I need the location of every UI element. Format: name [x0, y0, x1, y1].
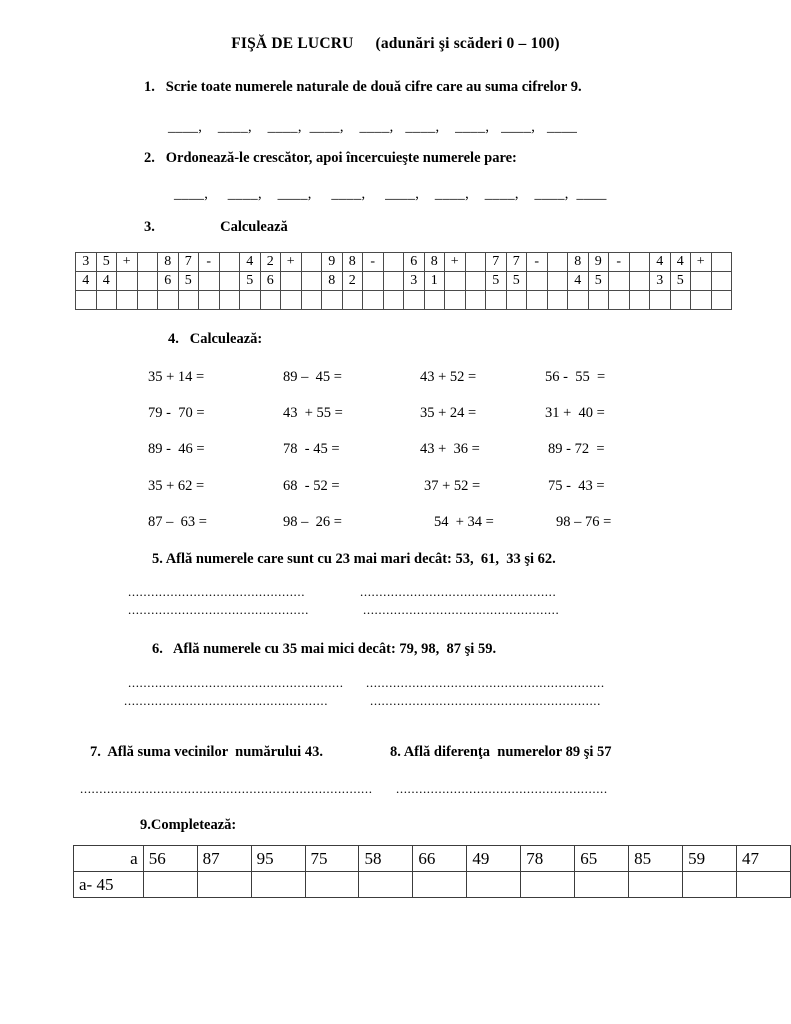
- fill-table-row-label: a- 45: [74, 872, 144, 898]
- calc-grid-cell: 5: [588, 272, 609, 291]
- calc-grid-cell: -: [527, 253, 548, 272]
- calc-grid-cell: 3: [650, 272, 671, 291]
- calc-grid-cell: [137, 272, 158, 291]
- calc-grid-cell: [691, 272, 712, 291]
- calc-grid-cell: 5: [506, 272, 527, 291]
- task-1-answer-blanks[interactable]: ____, ____, ____, ____, ____, ____, ____, ____, ____: [168, 119, 578, 135]
- fill-table-header-label: a: [74, 846, 144, 872]
- task-6-answer-line-2-left[interactable]: .....................................................: [124, 694, 329, 707]
- calc-grid-cell[interactable]: [219, 291, 240, 310]
- fill-table-answer-cell[interactable]: [413, 872, 467, 898]
- fill-table-header-row: [74, 846, 791, 872]
- equation-1-3[interactable]: 43 + 52 =: [420, 369, 477, 385]
- calc-grid-cell: 3: [76, 253, 97, 272]
- calc-grid-cell[interactable]: [281, 291, 302, 310]
- calc-grid-cell: 5: [486, 272, 507, 291]
- calc-grid-cell[interactable]: [711, 291, 732, 310]
- column-operations-grid: [75, 252, 732, 310]
- calc-grid-cell: 6: [260, 272, 281, 291]
- task-2-answer-blanks[interactable]: ____, ____, ____, ____, ____, ____, ____, ____, ____: [174, 186, 607, 202]
- calc-grid-cell: [629, 253, 650, 272]
- equation-2-3[interactable]: 35 + 24 =: [420, 405, 477, 421]
- calc-grid-cell[interactable]: [137, 291, 158, 310]
- fill-table-value-cell: 65: [575, 846, 629, 872]
- calc-grid-cell: 8: [322, 272, 343, 291]
- equation-2-4[interactable]: 31 + 40 =: [545, 405, 605, 421]
- calc-grid-cell: [117, 272, 138, 291]
- calc-grid-cell[interactable]: [199, 291, 220, 310]
- task-3-heading: 3. Calculează: [144, 219, 288, 235]
- fill-table-value-cell: 95: [251, 846, 305, 872]
- fill-table-answer-cell[interactable]: [467, 872, 521, 898]
- fill-table-value-cell: 58: [359, 846, 413, 872]
- fill-table-answer-cell[interactable]: [197, 872, 251, 898]
- calc-grid-cell: 8: [424, 253, 445, 272]
- fill-table-answer-cell[interactable]: [251, 872, 305, 898]
- calc-grid-cell: [383, 253, 404, 272]
- calc-grid-cell: [363, 272, 384, 291]
- calc-grid-cell: [547, 253, 568, 272]
- equation-1-4[interactable]: 56 - 55 =: [545, 369, 606, 385]
- page-title: [0, 35, 791, 53]
- calc-grid-row-result: [76, 291, 732, 310]
- calc-grid-cell: 8: [158, 253, 179, 272]
- fill-table-answer-row: [74, 872, 791, 898]
- task-9-heading: 9.Completează:: [140, 817, 237, 833]
- task-6-heading: 6. Află numerele cu 35 mai mici decât: 79, 98, 87 şi 59.: [152, 641, 497, 657]
- calc-grid-cell: [711, 253, 732, 272]
- equation-3-3[interactable]: 43 + 36 =: [420, 441, 480, 457]
- fill-table-value-cell: 75: [305, 846, 359, 872]
- calc-grid-cell[interactable]: [568, 291, 589, 310]
- fill-table-value-cell: 47: [737, 846, 791, 872]
- equation-3-1[interactable]: 89 - 46 =: [148, 441, 205, 457]
- calc-grid-cell: 5: [670, 272, 691, 291]
- calc-grid-cell: 6: [158, 272, 179, 291]
- calc-grid-cell[interactable]: [445, 291, 466, 310]
- calc-grid-cell[interactable]: [609, 291, 630, 310]
- calc-grid-cell[interactable]: [465, 291, 486, 310]
- calc-grid-cell: [465, 272, 486, 291]
- equation-4-2[interactable]: 68 - 52 =: [283, 478, 340, 494]
- task-5-answer-line-2-left[interactable]: ...............................................: [128, 603, 309, 616]
- fill-table-answer-cell[interactable]: [683, 872, 737, 898]
- equation-3-4[interactable]: 89 - 72 =: [548, 441, 605, 457]
- calc-grid-cell[interactable]: [76, 291, 97, 310]
- task-8-answer-line[interactable]: .......................................................: [396, 782, 608, 795]
- equation-4-1[interactable]: 35 + 62 =: [148, 478, 205, 494]
- calc-grid-cell[interactable]: [301, 291, 322, 310]
- calc-grid-cell: [301, 253, 322, 272]
- calc-grid-row-operand-1: [76, 253, 732, 272]
- calc-grid-cell: 7: [486, 253, 507, 272]
- fill-table-answer-cell[interactable]: [737, 872, 791, 898]
- fill-table-answer-cell[interactable]: [575, 872, 629, 898]
- equation-1-2[interactable]: 89 – 45 =: [283, 369, 342, 385]
- calc-grid-cell[interactable]: [424, 291, 445, 310]
- task-4-heading: 4. Calculează:: [168, 331, 263, 347]
- equation-3-2[interactable]: 78 - 45 =: [283, 441, 340, 457]
- task-5-answer-line-1-right[interactable]: ...................................................: [360, 585, 557, 598]
- calc-grid-cell: +: [117, 253, 138, 272]
- task-6-answer-line-2-right[interactable]: ............................................................: [370, 694, 601, 707]
- fill-table-answer-cell[interactable]: [143, 872, 197, 898]
- calc-grid-cell[interactable]: [158, 291, 179, 310]
- calc-grid-cell: 8: [342, 253, 363, 272]
- task-7-heading: 7. Află suma vecinilor numărului 43.: [90, 744, 323, 760]
- calc-grid-cell: 1: [424, 272, 445, 291]
- calc-grid-cell: 8: [568, 253, 589, 272]
- fill-table-answer-cell[interactable]: [629, 872, 683, 898]
- calc-grid-cell: +: [445, 253, 466, 272]
- calc-grid-cell: 4: [240, 253, 261, 272]
- calc-grid-cell: -: [199, 253, 220, 272]
- calc-grid-cell: 6: [404, 253, 425, 272]
- calc-grid-cell[interactable]: [260, 291, 281, 310]
- calc-grid-cell: [711, 272, 732, 291]
- calc-grid-cell: [547, 272, 568, 291]
- calc-grid-cell: 2: [260, 253, 281, 272]
- calc-grid-cell: 4: [568, 272, 589, 291]
- calc-grid-cell: 4: [650, 253, 671, 272]
- calc-grid-cell[interactable]: [629, 291, 650, 310]
- fill-table-answer-cell[interactable]: [305, 872, 359, 898]
- equation-2-2[interactable]: 43 + 55 =: [283, 405, 343, 421]
- calc-grid-cell[interactable]: [486, 291, 507, 310]
- calc-grid-cell: [383, 272, 404, 291]
- calc-grid-cell: 5: [240, 272, 261, 291]
- calc-grid-cell: [219, 253, 240, 272]
- equation-5-2[interactable]: 98 – 26 =: [283, 514, 342, 530]
- equation-4-3[interactable]: 37 + 52 =: [424, 478, 481, 494]
- fill-table-value-cell: 56: [143, 846, 197, 872]
- fill-in-table: [73, 845, 791, 898]
- calc-grid-cell: 4: [670, 253, 691, 272]
- calc-grid-cell: [301, 272, 322, 291]
- calc-grid-cell: [609, 272, 630, 291]
- calc-grid-cell: +: [281, 253, 302, 272]
- calc-grid-cell: 4: [76, 272, 97, 291]
- calc-grid-cell: -: [609, 253, 630, 272]
- calc-grid-cell[interactable]: [404, 291, 425, 310]
- calc-grid-cell[interactable]: [240, 291, 261, 310]
- page-title-subtitle: (adunări şi scăderi 0 – 100): [375, 35, 560, 52]
- fill-table-answer-cell[interactable]: [359, 872, 413, 898]
- fill-table-value-cell: 78: [521, 846, 575, 872]
- calc-grid-cell: 9: [322, 253, 343, 272]
- calc-grid-cell[interactable]: [650, 291, 671, 310]
- fill-table-value-cell: 87: [197, 846, 251, 872]
- calc-grid-cell[interactable]: [691, 291, 712, 310]
- calc-grid-cell[interactable]: [363, 291, 384, 310]
- calc-grid-cell[interactable]: [527, 291, 548, 310]
- task-8-heading: 8. Află diferenţa numerelor 89 şi 57: [390, 744, 612, 760]
- calc-grid-cell[interactable]: [178, 291, 199, 310]
- calc-grid-cell: [629, 272, 650, 291]
- calc-grid-cell[interactable]: [670, 291, 691, 310]
- calc-grid-cell[interactable]: [342, 291, 363, 310]
- equation-5-4[interactable]: 98 – 76 =: [556, 514, 612, 530]
- calc-grid-cell[interactable]: [96, 291, 117, 310]
- calc-grid-cell: 4: [96, 272, 117, 291]
- calc-grid-cell: [219, 272, 240, 291]
- fill-table-value-cell: 85: [629, 846, 683, 872]
- fill-table-value-cell: 49: [467, 846, 521, 872]
- calc-grid-cell: 7: [506, 253, 527, 272]
- task-2-heading: 2. Ordonează-le crescător, apoi încercuieşte numerele pare:: [144, 150, 517, 166]
- equation-5-1[interactable]: 87 – 63 =: [148, 514, 207, 530]
- task-5-answer-line-2-right[interactable]: ...................................................: [363, 603, 560, 616]
- fill-table-answer-cell[interactable]: [521, 872, 575, 898]
- task-5-heading: 5. Află numerele care sunt cu 23 mai mari decât: 53, 61, 33 şi 62.: [152, 551, 556, 567]
- calc-grid-cell: [465, 253, 486, 272]
- calc-grid-cell[interactable]: [117, 291, 138, 310]
- calc-grid-cell: +: [691, 253, 712, 272]
- calc-grid-cell: [527, 272, 548, 291]
- task-6-answer-line-1-right[interactable]: ..............................................................: [366, 676, 605, 689]
- task-7-answer-line[interactable]: ............................................................................: [80, 782, 373, 795]
- fill-table-value-cell: 66: [413, 846, 467, 872]
- calc-grid-cell: 9: [588, 253, 609, 272]
- calc-grid-cell[interactable]: [383, 291, 404, 310]
- calc-grid-cell[interactable]: [588, 291, 609, 310]
- equation-5-3[interactable]: 54 + 34 =: [434, 514, 494, 530]
- equation-2-1[interactable]: 79 - 70 =: [148, 405, 205, 421]
- calc-grid-cell: 5: [96, 253, 117, 272]
- calc-grid-cell: 5: [178, 272, 199, 291]
- equation-1-1[interactable]: 35 + 14 =: [148, 369, 205, 385]
- page-title-main: FIŞĂ DE LUCRU: [231, 35, 354, 52]
- equation-4-4[interactable]: 75 - 43 =: [548, 478, 605, 494]
- calc-grid-cell[interactable]: [506, 291, 527, 310]
- task-5-answer-line-1-left[interactable]: ..............................................: [128, 585, 306, 598]
- calc-grid-cell: [137, 253, 158, 272]
- calc-grid-row-operand-2: [76, 272, 732, 291]
- calc-grid-cell: 3: [404, 272, 425, 291]
- calc-grid-cell: -: [363, 253, 384, 272]
- calc-grid-cell: 2: [342, 272, 363, 291]
- calc-grid-cell[interactable]: [547, 291, 568, 310]
- calc-grid-cell: 7: [178, 253, 199, 272]
- calc-grid-cell[interactable]: [322, 291, 343, 310]
- calc-grid-cell: [281, 272, 302, 291]
- calc-grid-cell: [445, 272, 466, 291]
- task-6-answer-line-1-left[interactable]: ........................................................: [128, 676, 344, 689]
- calc-grid-cell: [199, 272, 220, 291]
- task-1-heading: 1. Scrie toate numerele naturale de două cifre care au suma cifrelor 9.: [144, 79, 582, 95]
- fill-table-value-cell: 59: [683, 846, 737, 872]
